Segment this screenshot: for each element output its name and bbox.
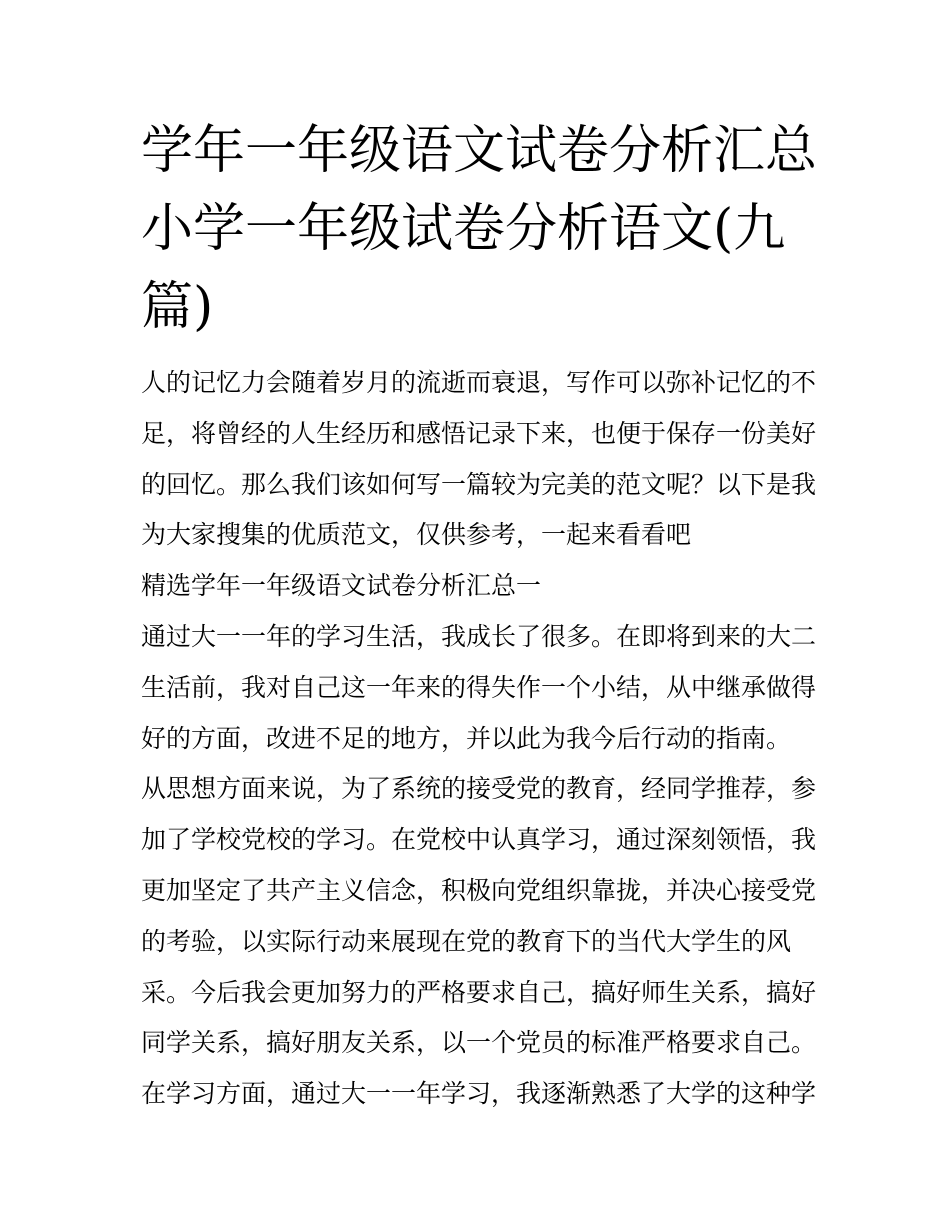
body-line: 通过大一一年的学习生活，我成长了很多。在即将到来的大二 [141,621,817,651]
body-line: 的回忆。那么我们该如何写一篇较为完美的范文呢？以下是我 [141,469,817,499]
body-line: 更加坚定了共产主义信念，积极向党组织靠拢，并决心接受党 [141,875,817,905]
body-line: 加了学校党校的学习。在党校中认真学习，通过深刻领悟，我 [141,825,817,855]
body-line: 生活前，我对自己这一年来的得失作一个小结，从中继承做得 [141,672,817,702]
body-line: 的考验，以实际行动来展现在党的教育下的当代大学生的风 [141,926,792,956]
title-line-1: 学年一年级语文试卷分析汇总 [141,121,818,181]
body-line: 采。今后我会更加努力的严格要求自己，搞好师生关系，搞好 [141,977,817,1007]
document-body [141,358,821,1120]
title-line-3: 篇) [141,277,214,337]
body-line: 在学习方面，通过大一一年学习，我逐渐熟悉了大学的这种学 [141,1079,817,1109]
body-line: 为大家搜集的优质范文，仅供参考，一起来看看吧 [141,520,692,550]
title-line-2: 小学一年级试卷分析语文(九 [141,199,786,259]
body-line: 从思想方面来说，为了系统的接受党的教育，经同学推荐，参 [141,774,817,804]
body-line: 足，将曾经的人生经历和感悟记录下来，也便于保存一份美好 [141,418,817,448]
document-title [141,112,821,346]
body-line: 人的记忆力会随着岁月的流逝而衰退，写作可以弥补记忆的不 [141,368,817,397]
body-line: 同学关系，搞好朋友关系，以一个党员的标准严格要求自己。 [141,1028,817,1058]
section-heading: 精选学年一年级语文试卷分析汇总一 [141,571,542,601]
body-line: 好的方面，改进不足的地方，并以此为我今后行动的指南。 [141,723,792,753]
